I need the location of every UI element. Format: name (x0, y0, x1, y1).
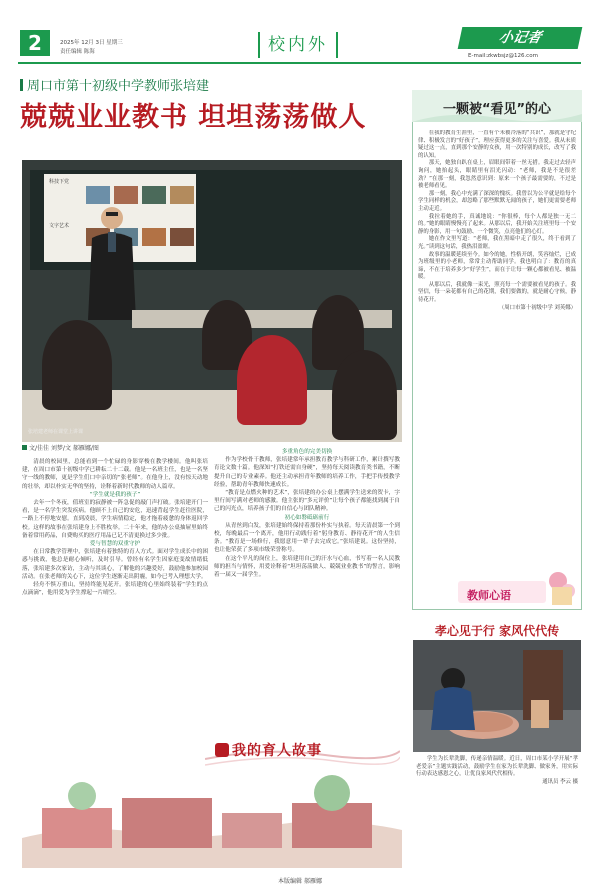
issue-editor: 责任编辑 陈海 (60, 49, 95, 55)
brand-logo: 小记者 (458, 27, 583, 49)
school-illustration (22, 768, 402, 868)
subheading: 初心如磐砥砺前行 (284, 514, 330, 521)
paragraph: 故事的温暖延续至今。如今的她，性格开朗，笑容灿烂，已成为班级里的小老师，常常主动帮助同学。我也明白了：教育的真谛，不在于培养多少“好学生”，而在于让每一颗心都被看见、被温暖。 (418, 251, 576, 281)
foot-washing-illustration (413, 640, 581, 752)
paragraph: 在日常教学管理中，张培建有着独特的育人方式。面对学生成长中的困惑与挑战，他总是耐心倾听，及时引导。曾经有名学生因家庭变故情绪低落，张培建多次家访，主动与其谈心，了解他的兴趣爱好，鼓励他参加校园活动。在张老师的关心下，这位学生逐渐走出阴霾，如今已考入理想大学。 (22, 549, 208, 580)
issue-date: 2025年 12月 3日 星期三 (60, 40, 123, 46)
education-story-text: 我的育人故事 (232, 743, 322, 759)
filial-photo (413, 640, 581, 752)
paragraph: 清晨的校园里，总能看到一个忙碌的身影穿梭在教学楼间。他叫张培建，在周口市第十初级中学已耕耘二十二载。他是一名班主任，也是一名坚守一线的教师，更是学生们口中亲切的“张老师”。在他身上，没有惊天动地的壮举，却以朴实无华的坚持，诠释着新时代教师的动人篇章。 (22, 459, 208, 490)
filial-story-body (416, 756, 578, 786)
paragraph: “教育是点燃火种的艺术”，张培建的办公桌上摆满学生送来的贺卡，字里行间写满对老师的感激。他主张的“多元评价”让每个孩子都能找到属于自己的闪光点，培养孩子们的自信心与团队精神。 (214, 490, 400, 513)
paragraph: 那一刻，我心中充满了深深的愧疚。我曾以为公平就是给每个学生同样的机会，却忽略了那些默默无闻的孩子，她们更需要老师主动走近。 (418, 190, 576, 212)
student-figure (332, 350, 397, 440)
seal-icon (215, 743, 229, 757)
byline: 通讯员 李云 摄 (542, 778, 578, 785)
screen-label: 科技下党 (49, 179, 70, 185)
byline: （周口市第十初级中学 刘英娜） (498, 304, 576, 311)
paragraph: 在这个平凡的岗位上，张培建用自己的汗水与心血，书写着一名人民教师的担当与情怀，用爱诠释着“坦坦荡荡做人、兢兢业业教书”的誓言，影响着一届又一届学生。 (214, 555, 400, 579)
student-figure (42, 320, 112, 410)
paragraph: 我拉着她的手，真诚地说：“你很棒，每个人都是独一无二的。”她的眼睛慢慢亮了起来。从那以后，我开始关注班里每一个安静的身影，用一句鼓励、一个微笑，点亮他们的心灯。 (418, 213, 576, 235)
article-kicker (20, 75, 209, 94)
teacher-heart-label: 教师心语 (467, 589, 511, 602)
kicker-text: 周口市第十初级中学教师张培建 (27, 79, 210, 94)
screen-image (170, 186, 194, 204)
paragraph: 轻舟不惧万重山，坚持终能见花开。张培建的心里始终装着“学生的点点滴滴”，他用爱为学生撑起一片晴空。 (22, 582, 208, 597)
paragraph: 那天，她独自趴在桌上，眉眼间带着一丝无措。我走过去轻声询问，她抬起头，眼睛里有泪光闪动：“老师，我是不是很差劲？”在那一刻，我忽然意识到：原来一个孩子最需要的，不过是被老师看见。 (418, 160, 576, 190)
sidebar-story-title: 一颗被“看见”的心 (442, 102, 552, 117)
contact-email: E-mail:zkwbsjz@126.com (468, 53, 538, 59)
paragraph: 学生为长辈洗脚，传递亲情温暖。近日，周口市某小学开展“孝老爱亲”主题实践活动，鼓励学生在家为长辈洗脚、做家务，用实际行动表达感恩之心，让优良家风代代相传。 (416, 756, 578, 778)
classroom-photo (22, 160, 402, 442)
screen-label: 文字艺术 (49, 223, 70, 229)
education-story-title (215, 740, 322, 760)
article-headline: 兢兢业业教书 坦坦荡荡做人 (20, 102, 367, 133)
caption-mark-icon (22, 445, 27, 450)
article-column-1 (22, 458, 208, 763)
paragraph: 她在作文里写道：“老师，我在黑暗中走了很久，终于看到了光。”读到这句话，我热泪盈眶。 (418, 236, 576, 250)
paragraph: 去年一个冬夜，值班室的寂静被一阵急促的敲门声打破。张培建开门一看，是一名学生突发疾病。他顾不上自己的安危，迅速背起学生赶往医院，一路上不停地安慰。直到凌晨，学生病情稳定，他才拖着疲惫的身体返回学校。这样的故事在张培建身上不胜枚举。二十年来，他的办公桌抽屉里始终备着常用药品，自费购买的医疗用品已记不清更换过多少批。 (22, 500, 208, 539)
teacher-figure (82, 200, 142, 320)
paragraph: 作为学校骨干教师，张培建常年承担教育教学与科研工作，累计撰写教育论文数十篇。他深知“打铁还需自身硬”，坚持每天阅读教育类书籍，不断提升自己的专业素养。他还主动承担青年教师的培养工作，手把手传授教学经验，帮助青年教师快速成长。 (214, 457, 400, 488)
page-footer: 本版编辑 郝雁娜 (278, 878, 322, 885)
screen-image (170, 228, 194, 246)
photo-watermark: 张培建老师在课堂上讲课 (28, 429, 84, 435)
filial-story-title: 孝心见于行 家风代代传 (434, 624, 560, 638)
kicker-bar-icon (20, 79, 23, 91)
header-divider (18, 62, 581, 64)
subheading: 爱与智慧的双重守护 (89, 541, 141, 548)
page-number: 2 (20, 30, 50, 56)
paragraph: 从青丝到白发，张培建始终保持着那份朴实与执着。每天清晨第一个到校，每晚最后一个离开，他用行动践行着“躬身教育、静待花开”的人生信条。“教育是一场修行，我愿意用一辈子去完成它。”张培建说。这份坚持，也让他荣获了多项市级荣誉称号。 (214, 522, 400, 554)
subheading: 多重角色的完美切换 (281, 449, 333, 455)
student-figure (237, 335, 307, 425)
screen-image (142, 228, 166, 246)
section-title: 校内外 (258, 32, 338, 58)
paragraph: 在我的教育生涯里，一直有个未被冷落的“共识”，那就是守纪律、积极发言的“好孩子”，理应获得更多的关注与喜爱。我从未质疑过这一点，直到那个安静的女孩，用一次特别的成长，改写了我的认知。 (418, 130, 576, 159)
sidebar-story-body (418, 130, 576, 570)
article-column-2 (214, 448, 400, 733)
page-header (0, 0, 600, 62)
screen-image (142, 186, 166, 204)
caption-text: 文/佳佳 刘梦/文 郝雁娜/图 (29, 445, 99, 452)
paragraph: 从那以后，我就像一束光，照亮每一个需要被看见的孩子。我坚信，每一朵花都有自己的花期，我们要做的，就是耐心守候，静待花开。 (418, 281, 576, 304)
subheading: “学生就是我的孩子” (89, 491, 141, 498)
